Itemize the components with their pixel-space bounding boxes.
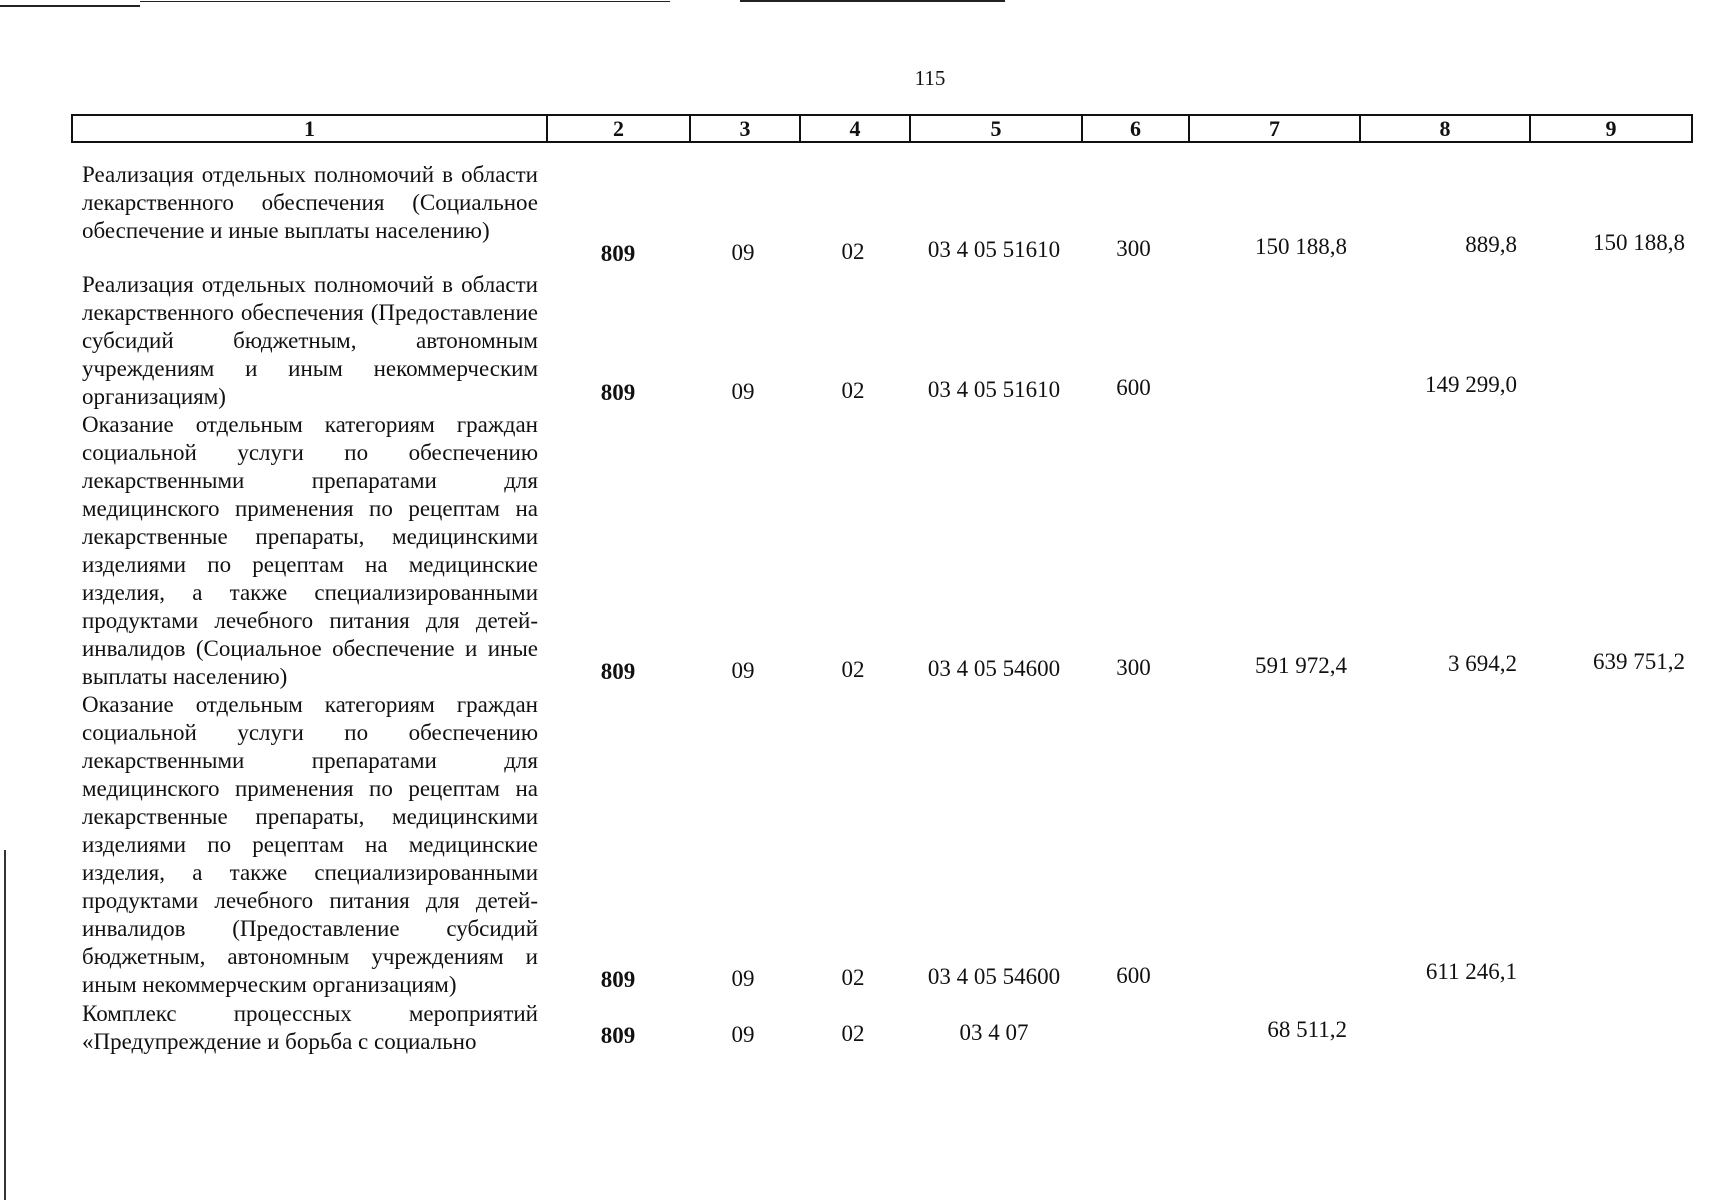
cell-target-article: 03 4 05 54600	[927, 656, 1061, 681]
scan-edge-line	[4, 850, 6, 1200]
cell-chapter: 809	[600, 659, 636, 684]
cell-expense-type: 600	[1116, 963, 1151, 988]
cell-chapter: 809	[600, 380, 636, 405]
cell-amount-8: 889,8	[1465, 232, 1517, 257]
header-col-8: 8	[1360, 115, 1530, 142]
cell-amount-9: 150 188,8	[1593, 230, 1685, 255]
header-col-7: 7	[1189, 115, 1360, 142]
page-number	[0, 66, 1710, 91]
header-col-9: 9	[1530, 115, 1692, 142]
cell-amount-8: 149 299,0	[1425, 372, 1517, 397]
cell-amount-7: 150 188,8	[1255, 234, 1347, 259]
cell-target-article: 03 4 05 51610	[927, 237, 1061, 262]
scan-artifact-line	[140, 1, 670, 2]
cell-target-article: 03 4 07	[959, 1020, 1029, 1045]
cell-amount-9: 639 751,2	[1593, 649, 1685, 674]
cell-expense-type: 600	[1116, 375, 1151, 400]
cell-target-article: 03 4 05 54600	[927, 964, 1061, 989]
cell-section: 09	[731, 240, 755, 265]
scan-artifact-line	[0, 5, 140, 7]
cell-section: 09	[731, 966, 755, 991]
cell-expense-type: 300	[1116, 655, 1151, 680]
cell-subsection: 02	[841, 1021, 865, 1046]
header-col-2: 2	[547, 115, 690, 142]
cell-subsection: 02	[841, 378, 865, 403]
header-col-1: 1	[72, 115, 547, 142]
header-col-3: 3	[690, 115, 800, 142]
cell-section: 09	[731, 379, 755, 404]
cell-expense-type: 300	[1116, 236, 1151, 261]
cell-subsection: 02	[841, 965, 865, 990]
header-col-5: 5	[910, 115, 1082, 142]
cell-chapter: 809	[600, 241, 636, 266]
row-description: Комплекс процессных мероприятий «Предупреждение и борьба с социально	[82, 1001, 538, 1054]
header-col-4: 4	[800, 115, 910, 142]
cell-section: 09	[731, 658, 755, 683]
cell-amount-7: 68 511,2	[1267, 1017, 1347, 1042]
cell-amount-7: 591 972,4	[1255, 653, 1347, 678]
row-description: Реализация отдельных полномочий в области лекарственного обеспечения (Предоставление субсидий бюджетным, автономным учреждениям и иным некоммерческим организациям)	[82, 272, 538, 409]
row-description: Оказание отдельным категориям граждан социальной услуги по обеспечению лекарственными препаратами для медицинского применения по рецептам на лекарственные препараты, медицинскими изделиями по рецептам на медицинские изделия, а также специализированными продуктами лечебного питания для детей-инвалидов (Социальное обеспечение и иные выплаты населению)	[82, 412, 538, 689]
cell-subsection: 02	[841, 657, 865, 682]
cell-amount-8: 611 246,1	[1425, 959, 1517, 984]
cell-subsection: 02	[841, 239, 865, 264]
page-number-text: 115	[914, 66, 946, 90]
scan-artifact-line	[740, 0, 1005, 2]
row-description: Оказание отдельным категориям граждан социальной услуги по обеспечению лекарственными препаратами для медицинского применения по рецептам на лекарственные препараты, медицинскими изделиями по рецептам на медицинские изделия, а также специализированными продуктами лечебного питания для детей-инвалидов (Предоставление субсидий бюджетным, автономным учреждениям и иным некоммерческим организациям)	[82, 692, 538, 997]
cell-target-article: 03 4 05 51610	[927, 377, 1061, 402]
cell-amount-8: 3 694,2	[1448, 651, 1517, 676]
cell-section: 09	[731, 1022, 755, 1047]
column-header-table	[71, 114, 1693, 143]
cell-chapter: 809	[600, 967, 636, 992]
header-col-6: 6	[1082, 115, 1189, 142]
cell-chapter: 809	[600, 1023, 636, 1048]
row-description: Реализация отдельных полномочий в области лекарственного обеспечения (Социальное обеспечение и иные выплаты населению)	[82, 162, 538, 243]
